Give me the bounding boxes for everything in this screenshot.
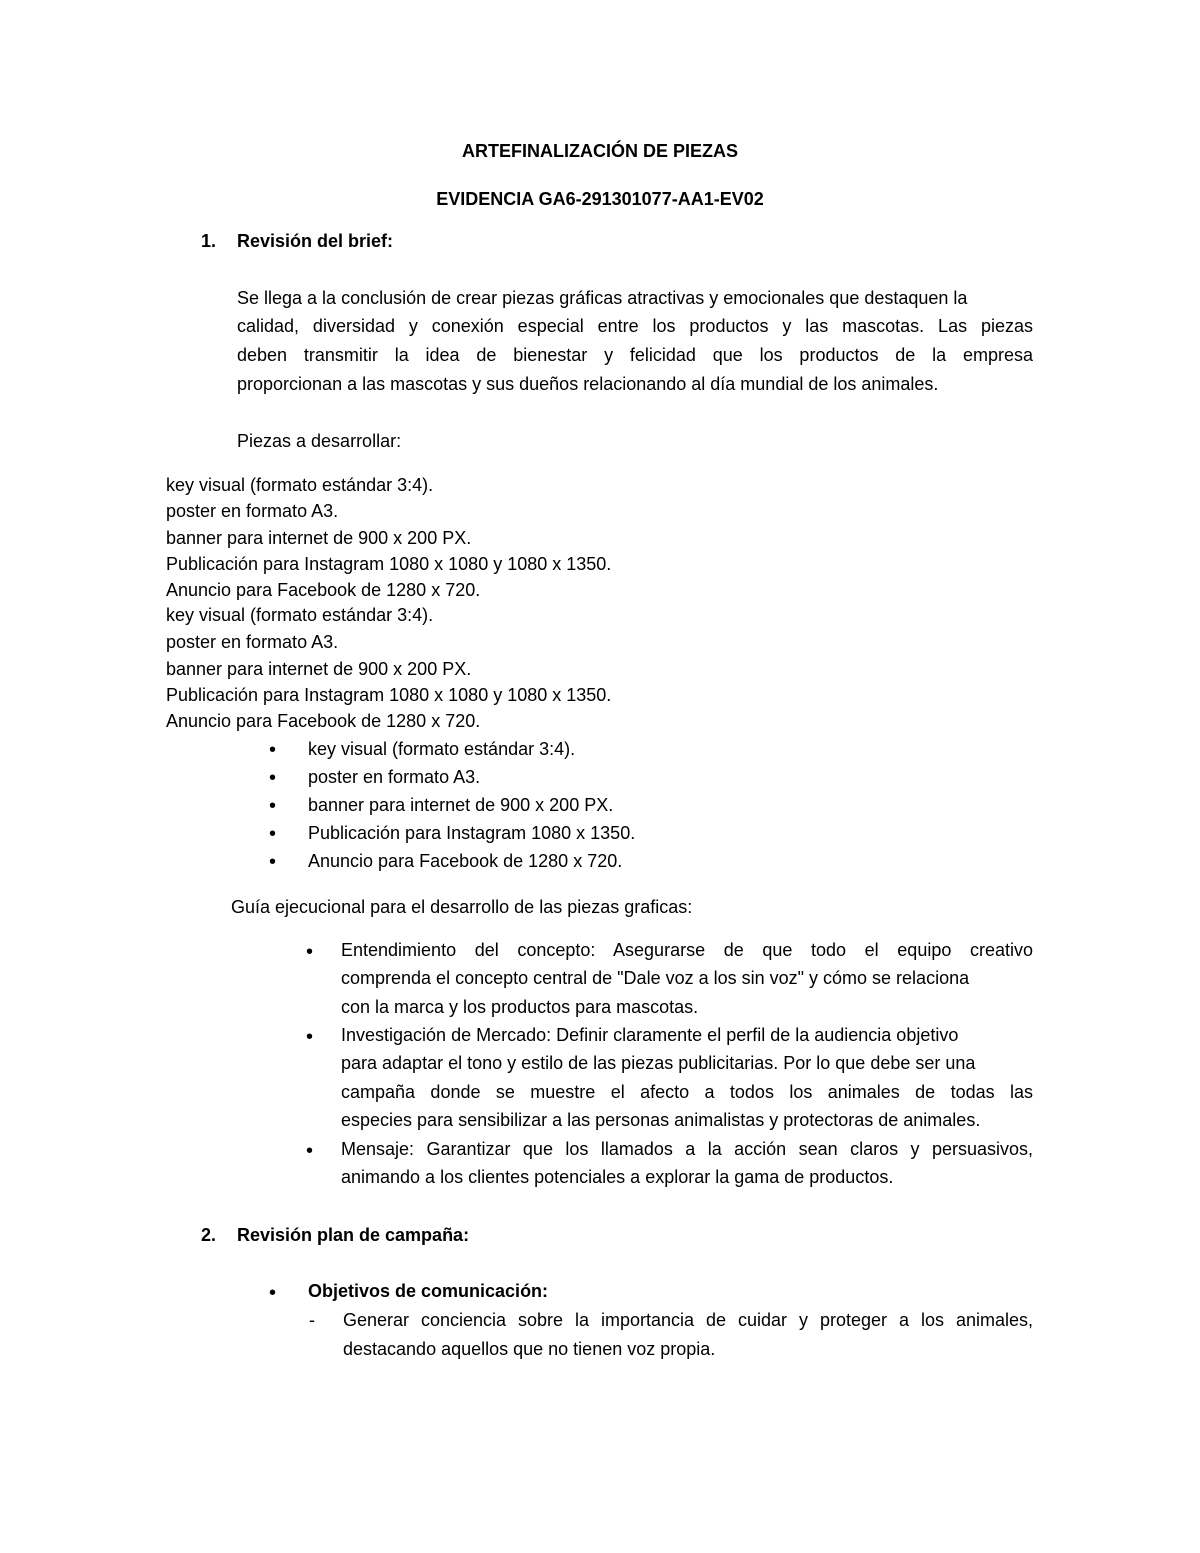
section1-number: 1. <box>201 231 217 251</box>
guide-item-line: Investigación de Mercado: Definir claramente el perfil de la audiencia objetivo <box>341 1025 959 1045</box>
brief-para-line: proporcionan a las mascotas y sus dueños relacionando al día mundial de los animales. <box>237 374 939 394</box>
plain-list-item: Publicación para Instagram 1080 x 1080 y 1080 x 1350. <box>166 685 612 705</box>
guide-item-line: con la marca y los productos para mascotas. <box>341 997 699 1017</box>
guide-item-line: comprenda el concepto central de "Dale voz a los sin voz" y cómo se relaciona <box>341 968 970 988</box>
bullet-icon: • <box>306 1140 314 1162</box>
bullet-list-item: banner para internet de 900 x 200 PX. <box>308 795 614 815</box>
plain-list-item: poster en formato A3. <box>166 632 339 652</box>
bullet-icon: • <box>269 739 277 761</box>
section2-number: 2. <box>201 1225 217 1245</box>
plain-list-item: banner para internet de 900 x 200 PX. <box>166 528 472 548</box>
objective-line: Generar conciencia sobre la importancia de cuidar y proteger a los animales, <box>343 1310 1033 1330</box>
bullet-icon: • <box>306 941 314 963</box>
bullet-list-item: Anuncio para Facebook de 1280 x 720. <box>308 851 623 871</box>
bullet-icon: • <box>269 1282 277 1304</box>
bullet-icon: • <box>269 851 277 873</box>
bullet-list-item: poster en formato A3. <box>308 767 481 787</box>
document-subtitle: EVIDENCIA GA6-291301077-AA1-EV02 <box>436 189 764 209</box>
guide-item-line: Mensaje: Garantizar que los llamados a la acción sean claros y persuasivos, <box>341 1139 1033 1159</box>
plain-list-item: key visual (formato estándar 3:4). <box>166 605 434 625</box>
guide-label: Guía ejecucional para el desarrollo de las piezas graficas: <box>231 897 693 917</box>
brief-para-line: deben transmitir la idea de bienestar y felicidad que los productos de la empresa <box>237 345 1033 365</box>
plain-list-item: Anuncio para Facebook de 1280 x 720. <box>166 711 481 731</box>
pieces-label: Piezas a desarrollar: <box>237 431 402 451</box>
dash-marker: - <box>309 1310 315 1330</box>
section1-heading: Revisión del brief: <box>237 231 394 251</box>
plain-list-item: Publicación para Instagram 1080 x 1080 y 1080 x 1350. <box>166 554 612 574</box>
document-title: ARTEFINALIZACIÓN DE PIEZAS <box>461 141 738 161</box>
section2-heading: Revisión plan de campaña: <box>237 1225 470 1245</box>
bullet-list-item: Publicación para Instagram 1080 x 1350. <box>308 823 636 843</box>
plain-list-item: poster en formato A3. <box>166 501 339 521</box>
bullet-icon: • <box>306 1026 314 1048</box>
guide-item-line: animando a los clientes potenciales a explorar la gama de productos. <box>341 1167 894 1187</box>
guide-item-line: especies para sensibilizar a las personas animalistas y protectoras de animales. <box>341 1110 981 1130</box>
plain-list-item: banner para internet de 900 x 200 PX. <box>166 659 472 679</box>
plain-list-item: Anuncio para Facebook de 1280 x 720. <box>166 580 481 600</box>
bullet-icon: • <box>269 823 277 845</box>
bullet-icon: • <box>269 795 277 817</box>
brief-para-line: calidad, diversidad y conexión especial entre los productos y las mascotas. Las piezas <box>237 316 1033 336</box>
brief-para-line: Se llega a la conclusión de crear piezas gráficas atractivas y emocionales que destaquen la <box>237 288 968 308</box>
guide-item-line: para adaptar el tono y estilo de las piezas publicitarias. Por lo que debe ser una <box>341 1053 976 1073</box>
guide-item-line: campaña donde se muestre el afecto a todos los animales de todas las <box>341 1082 1033 1102</box>
bullet-icon: • <box>269 767 277 789</box>
section2-subheading: Objetivos de comunicación: <box>308 1281 549 1301</box>
bullet-list-item: key visual (formato estándar 3:4). <box>308 739 576 759</box>
plain-list-item: key visual (formato estándar 3:4). <box>166 475 434 495</box>
guide-item-line: Entendimiento del concepto: Asegurarse de que todo el equipo creativo <box>341 940 1033 960</box>
objective-line: destacando aquellos que no tienen voz propia. <box>343 1339 716 1359</box>
